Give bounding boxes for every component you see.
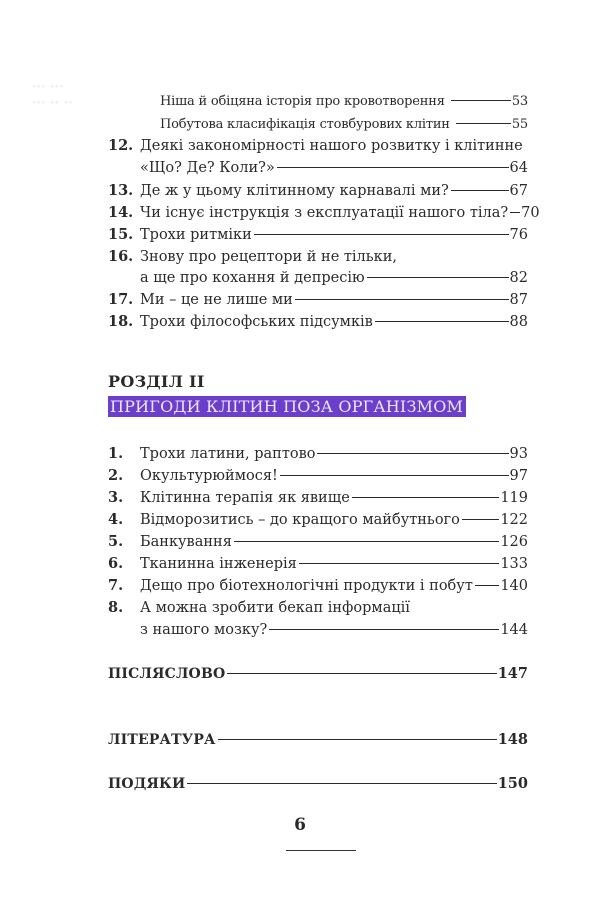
dot-leader xyxy=(277,167,509,168)
entry-number: 4. xyxy=(108,511,124,528)
dot-leader xyxy=(451,100,511,101)
toc-entry[interactable] xyxy=(108,290,528,310)
toc-entry-continuation[interactable] xyxy=(140,158,528,178)
toc-entry[interactable] xyxy=(108,510,528,530)
dot-leader xyxy=(234,541,499,542)
dot-leader xyxy=(375,321,509,322)
entry-number: 12. xyxy=(108,137,134,154)
toc-entry[interactable] xyxy=(108,532,528,552)
dot-leader xyxy=(367,277,509,278)
entry-number: 5. xyxy=(108,533,124,550)
toc-entry-acknowledgements[interactable] xyxy=(108,774,528,794)
entry-page: 144 xyxy=(500,622,528,638)
entry-number: 14. xyxy=(108,204,134,221)
footer-rule xyxy=(286,850,356,851)
entry-number: 7. xyxy=(108,577,124,594)
toc-entry[interactable] xyxy=(108,444,528,464)
toc-entry-continuation[interactable] xyxy=(140,268,528,288)
dot-leader xyxy=(295,299,509,300)
toc-entry[interactable] xyxy=(108,181,528,201)
entry-number: 16. xyxy=(108,248,134,265)
entry-page: 88 xyxy=(509,314,528,330)
entry-page: 150 xyxy=(497,775,528,792)
ghost-line: ··· ··· xyxy=(32,80,64,95)
toc-entry[interactable] xyxy=(108,247,528,267)
dot-leader xyxy=(456,123,511,124)
entry-title: Відморозитись – до кращого майбутнього xyxy=(140,512,460,528)
dot-leader xyxy=(475,585,499,586)
entry-page: 53 xyxy=(511,94,528,109)
entry-title: з нашого мозку? xyxy=(140,622,268,638)
entry-title: а ще про кохання й депресію xyxy=(140,270,365,286)
dot-leader xyxy=(451,190,509,191)
bleed-through-text xyxy=(32,80,73,112)
toc-entry[interactable] xyxy=(108,225,528,245)
toc-entry[interactable] xyxy=(108,554,528,574)
entry-title: Тканинна інженерія xyxy=(140,556,297,572)
toc-entry[interactable] xyxy=(108,136,528,156)
toc-entry[interactable] xyxy=(108,312,528,332)
entry-page: 70 xyxy=(521,205,540,221)
entry-title: Деякі закономірності нашого розвитку і клітинне xyxy=(140,138,523,154)
toc-entry[interactable] xyxy=(108,466,528,486)
entry-number: 18. xyxy=(108,313,134,330)
section-label: РОЗДІЛ ІІ xyxy=(108,372,205,391)
entry-title: Окультурюймося! xyxy=(140,468,278,484)
entry-title: Клітинна терапія як явище xyxy=(140,490,350,506)
entry-page: 67 xyxy=(509,183,528,199)
dot-leader xyxy=(299,563,499,564)
entry-title: А можна зробити бекап інформації xyxy=(140,600,410,616)
entry-page: 55 xyxy=(511,117,528,132)
entry-page: 119 xyxy=(500,490,528,506)
dot-leader xyxy=(317,453,508,454)
entry-title: Дещо про біотехнологічні продукти і побут xyxy=(140,578,473,594)
entry-number: 1. xyxy=(108,445,124,462)
entry-title: Трохи філософських підсумків xyxy=(140,314,373,330)
dot-leader xyxy=(510,212,520,213)
dot-leader xyxy=(227,673,496,674)
dot-leader xyxy=(254,234,509,235)
toc-entry[interactable] xyxy=(108,203,540,223)
entry-page: 64 xyxy=(509,160,528,176)
toc-entry-literature[interactable] xyxy=(108,730,528,750)
page-number: 6 xyxy=(294,815,306,835)
entry-title: Чи існує інструкція з експлуатації нашого тіла? xyxy=(140,205,509,221)
entry-page: 122 xyxy=(500,512,528,528)
entry-title: Банкування xyxy=(140,534,232,550)
entry-page: 147 xyxy=(497,665,528,682)
entry-number: 15. xyxy=(108,226,134,243)
entry-page: 140 xyxy=(500,578,528,594)
entry-page: 148 xyxy=(497,731,528,748)
toc-entry-continuation[interactable] xyxy=(140,620,528,640)
entry-title: «Що? Де? Коли?» xyxy=(140,160,275,176)
ghost-line: ··· ·· ·· xyxy=(32,96,73,111)
dot-leader xyxy=(352,497,500,498)
toc-entry[interactable] xyxy=(160,115,528,135)
entry-title: Побутова класифікація стовбурових клітин xyxy=(160,117,450,132)
toc-entry-afterword[interactable] xyxy=(108,664,528,684)
dot-leader xyxy=(218,739,497,740)
entry-page: 126 xyxy=(500,534,528,550)
entry-page: 76 xyxy=(509,227,528,243)
entry-title: ПІСЛЯСЛОВО xyxy=(108,666,226,682)
toc-entry[interactable] xyxy=(160,92,528,112)
dot-leader xyxy=(187,783,496,784)
entry-title: ПОДЯКИ xyxy=(108,776,186,792)
entry-number: 6. xyxy=(108,555,124,572)
dot-leader xyxy=(462,519,499,520)
entry-title: Ми – це не лише ми xyxy=(140,292,293,308)
entry-title: Де ж у цьому клітинному карнавалі ми? xyxy=(140,183,449,199)
entry-number: 13. xyxy=(108,182,134,199)
entry-number: 3. xyxy=(108,489,124,506)
entry-title: Трохи ритміки xyxy=(140,227,252,243)
dot-leader xyxy=(280,475,509,476)
toc-entry[interactable] xyxy=(108,598,528,618)
section-title-highlighted[interactable]: ПРИГОДИ КЛІТИН ПОЗА ОРГАНІЗМОМ xyxy=(108,396,466,417)
entry-number: 17. xyxy=(108,291,134,308)
entry-title: Трохи латини, раптово xyxy=(140,446,316,462)
toc-entry[interactable] xyxy=(108,576,528,596)
entry-title: ЛІТЕРАТУРА xyxy=(108,732,216,748)
toc-entry[interactable] xyxy=(108,488,528,508)
entry-number: 2. xyxy=(108,467,124,484)
dot-leader xyxy=(269,629,499,630)
entry-title: Знову про рецептори й не тільки, xyxy=(140,249,397,265)
entry-page: 97 xyxy=(509,468,528,484)
entry-page: 133 xyxy=(500,556,528,572)
entry-page: 87 xyxy=(509,292,528,308)
entry-page: 82 xyxy=(509,270,528,286)
entry-title: Ніша й обіцяна історія про кровотворення xyxy=(160,94,445,109)
entry-number: 8. xyxy=(108,599,124,616)
entry-page: 93 xyxy=(509,446,528,462)
